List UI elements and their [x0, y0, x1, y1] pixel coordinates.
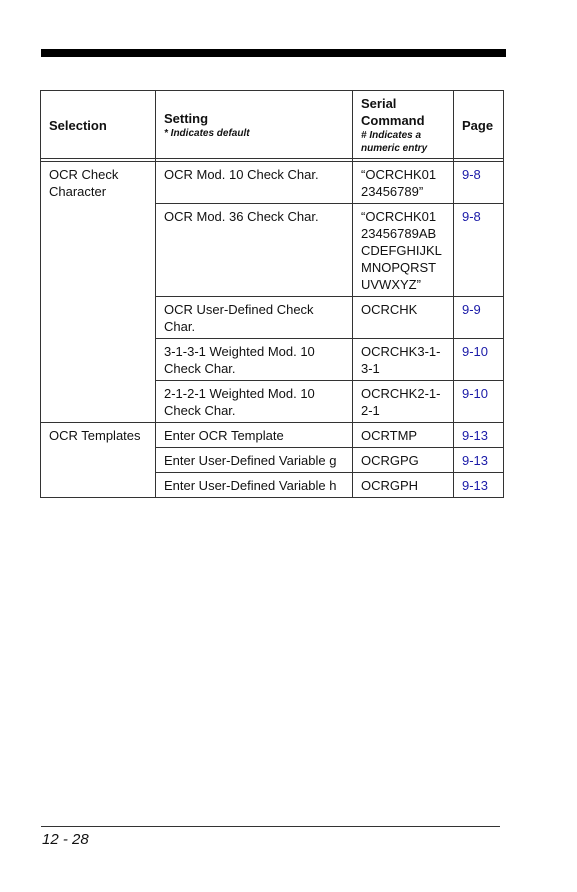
page-cell: [454, 423, 504, 448]
command-cell: “OCRCHK01 23456789”: [353, 162, 454, 204]
command-cell: OCRTMP: [353, 423, 454, 448]
page-link[interactable]: 9-10: [462, 344, 489, 359]
command-cell: OCRCHK2-1-2-1: [353, 381, 454, 423]
setting-cell: 2-1-2-1 Weighted Mod. 10 Check Char.: [156, 381, 353, 423]
command-cell: OCRCHK3-1-3-1: [353, 339, 454, 381]
selection-cell: OCR Check Character: [41, 162, 156, 423]
header-rule: [41, 49, 506, 57]
page-cell: [454, 204, 504, 297]
selection-cell: OCR Templates: [41, 423, 156, 498]
page-cell: [454, 448, 504, 473]
page-link[interactable]: 9-8: [462, 209, 481, 224]
page-cell: [454, 473, 504, 498]
setting-cell: Enter OCR Template: [156, 423, 353, 448]
page-link[interactable]: 9-9: [462, 302, 481, 317]
header-serial-command: [353, 91, 454, 159]
table-row: [41, 162, 504, 204]
footer-rule: [41, 826, 500, 827]
page-link[interactable]: 9-13: [462, 478, 489, 493]
page-link[interactable]: 9-10: [462, 386, 489, 401]
command-cell: OCRGPH: [353, 473, 454, 498]
page-cell: [454, 381, 504, 423]
setting-cell: OCR Mod. 10 Check Char.: [156, 162, 353, 204]
page-link[interactable]: 9-13: [462, 453, 489, 468]
page-link[interactable]: 9-13: [462, 428, 489, 443]
page-link[interactable]: 9-8: [462, 167, 481, 182]
command-cell: OCRCHK: [353, 297, 454, 339]
header-serial-note: # Indicates a numeric entry: [361, 130, 428, 154]
header-setting-label: Setting: [164, 111, 209, 126]
setting-cell: 3-1-3-1 Weighted Mod. 10 Check Char.: [156, 339, 353, 381]
serial-command-table: [40, 90, 504, 498]
header-page: Page: [454, 91, 504, 159]
table-row: [41, 423, 504, 448]
setting-cell: OCR User-Defined Check Char.: [156, 297, 353, 339]
command-cell: “OCRCHK01 23456789AB CDEFGHIJKL MNOPQRST UVWXYZ”: [353, 204, 454, 297]
header-setting-note: * Indicates default: [164, 128, 250, 139]
page-number: 12 - 28: [42, 831, 89, 848]
header-selection: Selection: [41, 91, 156, 159]
page-cell: [454, 339, 504, 381]
setting-cell: OCR Mod. 36 Check Char.: [156, 204, 353, 297]
header-serial-label: Serial Command: [361, 96, 425, 128]
table-header-row: [41, 91, 504, 159]
header-setting: [156, 91, 353, 159]
setting-cell: Enter User-Defined Variable h: [156, 473, 353, 498]
page-cell: [454, 162, 504, 204]
page-cell: [454, 297, 504, 339]
command-cell: OCRGPG: [353, 448, 454, 473]
setting-cell: Enter User-Defined Variable g: [156, 448, 353, 473]
